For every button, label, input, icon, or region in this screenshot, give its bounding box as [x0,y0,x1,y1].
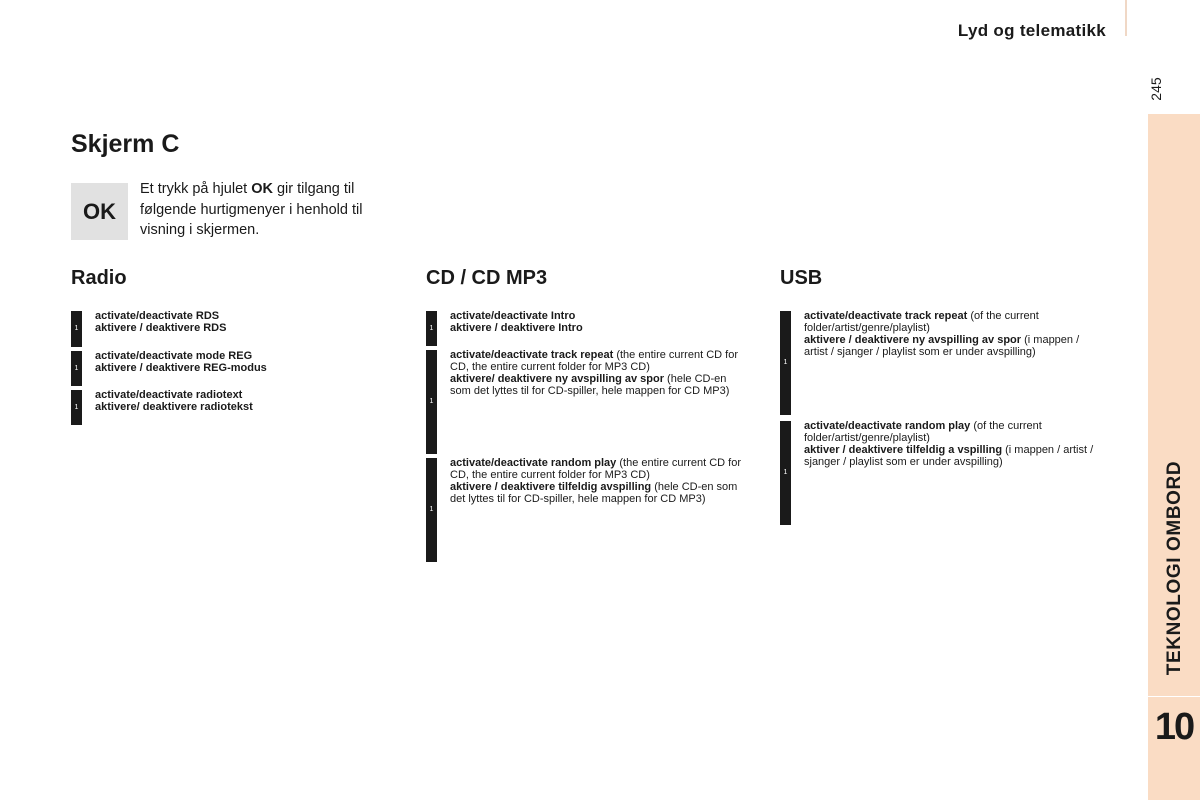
header-divider [1125,0,1127,36]
menu-entry-text: activate/deactivate random play (of the current folder/artist/genre/playlist) aktiver / deaktivere tilfeldig a vspilling (i mappen / artist / sjanger / playlist som er under avspilling) [804,420,1094,468]
column-title-usb: USB [780,267,823,289]
page-number: 245 [1148,77,1164,101]
ok-button-icon: OK [71,183,128,240]
menu-entry-radio-radiotext [71,390,401,425]
menu-entry-text: activate/deactivate track repeat (the entire current CD for CD, the entire current folder for MP3 CD) aktivere/ deaktivere ny avspilling av spor (hele CD-en som det lyttes til for CD-spiller, hele mappen for CD MP3) [450,349,738,397]
menu-entry-text: activate/deactivate Intro aktivere / deaktivere Intro [450,310,583,334]
menu-entry-number: 1 [429,325,434,332]
page-heading: Skjerm C [71,130,180,158]
header-title: Lyd og telematikk [957,21,1106,40]
menu-entry-cd-random-play [426,458,756,562]
menu-entry-text: activate/deactivate RDS aktivere / deaktivere RDS [95,310,227,334]
column-title-radio: Radio [71,267,127,289]
intro-text: Et trykk på hjulet OK gir tilgang til følgende hurtigmenyer i henhold til visning i skjermen. [140,181,363,238]
menu-entry-cd-intro [426,311,756,346]
menu-entry-number: 1 [783,469,788,476]
menu-entry-number: 1 [74,404,79,411]
menu-entry-usb-random-play [780,421,1110,525]
menu-entry-radio-rds [71,311,401,347]
menu-entry-number: 1 [74,325,79,332]
chapter-number: 10 [1154,706,1194,748]
menu-entry-text: activate/deactivate mode REG aktivere / deaktivere REG-modus [95,350,267,374]
menu-entry-radio-reg [71,351,401,386]
menu-entry-text: activate/deactivate radiotext aktivere/ deaktivere radiotekst [95,389,253,413]
menu-entry-number: 1 [429,398,434,405]
menu-entry-number: 1 [429,506,434,513]
intro-ok-bold: OK [251,181,273,197]
chapter-tab-divider [1148,696,1200,697]
menu-entry-text: activate/deactivate random play (the entire current CD for CD, the entire current folder for MP3 CD) aktivere / deaktivere tilfeldig avspilling (hele CD-en som det lyttes til for CD-spiller, hele mappen for CD MP3) [450,457,742,505]
menu-entry-number: 1 [74,365,79,372]
menu-entry-text: activate/deactivate track repeat (of the current folder/artist/genre/playlist) aktivere / deaktivere ny avspilling av spor (i mappen / artist / sjanger / playlist som er under avspilling) [804,310,1080,358]
menu-entry-cd-track-repeat [426,350,756,454]
chapter-tab-label: TEKNOLOGI OMBORD [1164,460,1185,676]
column-title-cd: CD / CD MP3 [426,267,548,289]
menu-entry-usb-track-repeat [780,311,1110,415]
menu-entry-number: 1 [783,359,788,366]
